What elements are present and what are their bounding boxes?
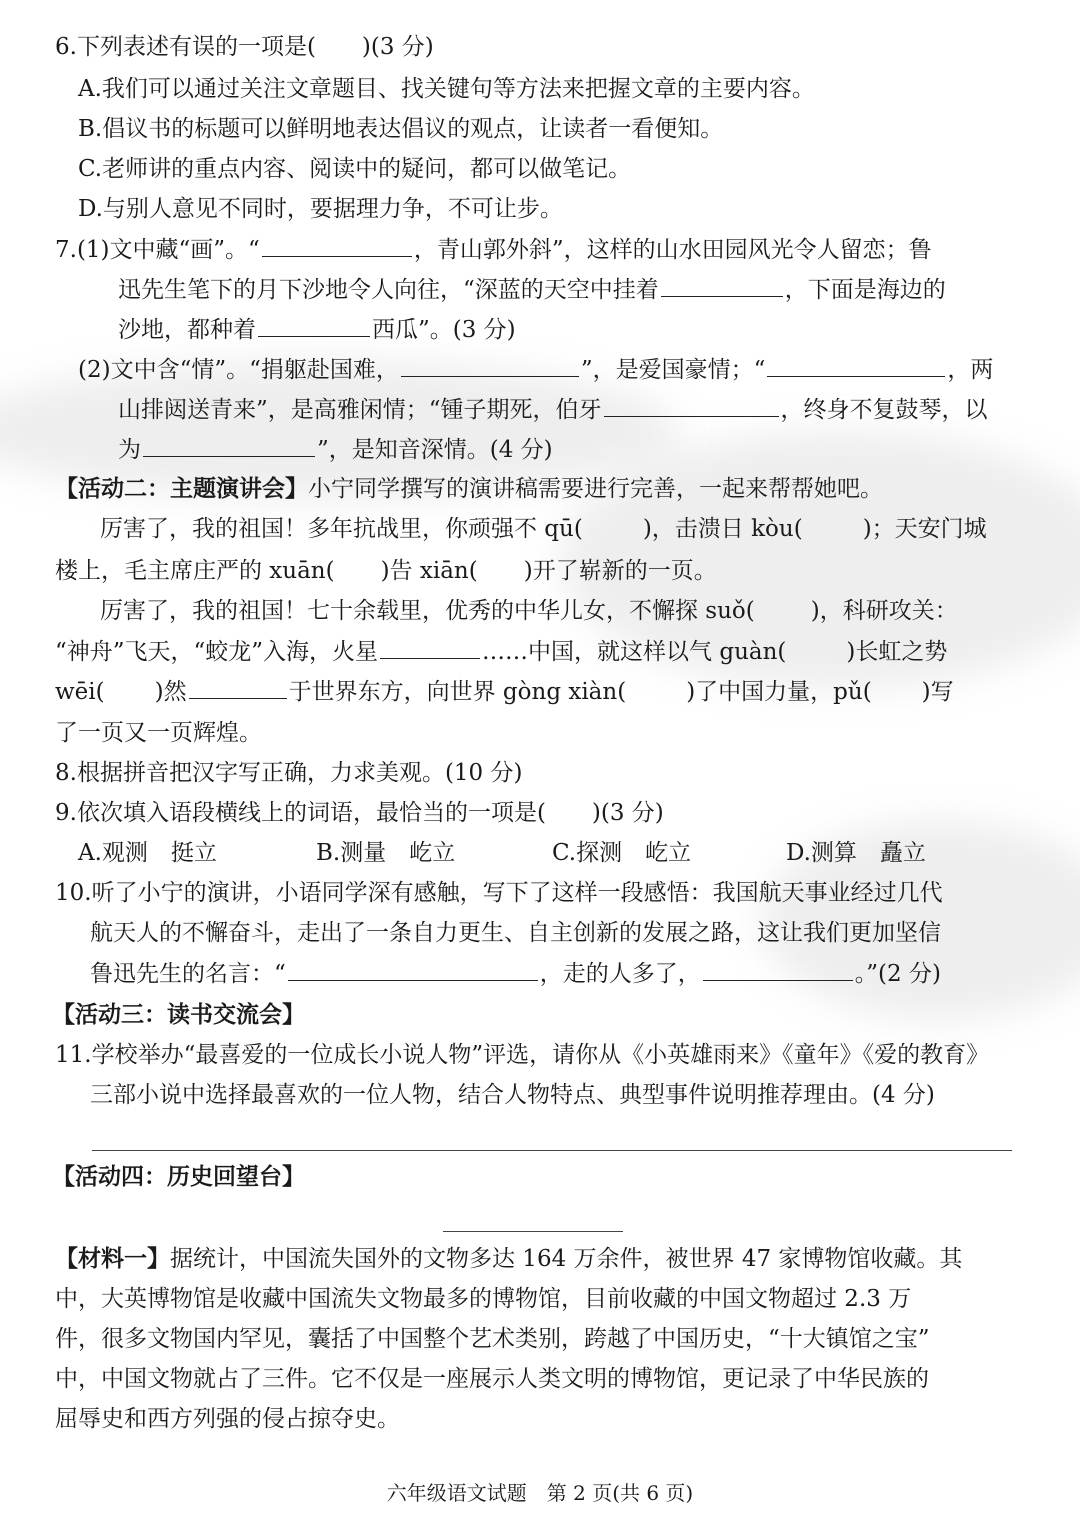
activity-3-title: 【活动三：读书交流会】 [52,1001,305,1028]
material-1-line-1: 【材料一】据统计，中国流失国外的文物多达 164 万余件，被世界 47 家博物馆收藏。其 [55,1245,963,1272]
question-8: 8.根据拼音把汉字写正确，力求美观。(10 分) [55,760,523,786]
speech-para-2-line-3: wēi( )然 于世界东方，向世界 gòng xiàn( )了中国力量，pǔ( )写 [55,676,1012,707]
question-7-2-line-2: 山排闼送青来”，是高雅闲情；“锺子期死，伯牙 ，终身不复鼓琴，以 [118,394,1012,425]
answer-blank[interactable] [703,958,853,981]
question-9-option-c: C.探测 屹立 [552,840,692,866]
question-6-stem: 6.下列表述有误的一项是( )(3 分) [55,34,434,60]
speech-para-2-line-2: “神舟”飞天，“蛟龙”入海，火星 ……中国，就这样以气 guàn( )长虹之势 [55,636,1012,667]
activity-2-intro: 小宁同学撰写的演讲稿需要进行完善，一起来帮帮她吧。 [308,476,883,502]
question-9-option-b: B.测量 屹立 [316,840,456,866]
answer-blank[interactable] [401,354,579,377]
question-10-line-2: 航天人的不懈奋斗，走出了一条自力更生、自主创新的发展之路，这让我们更加坚信 [90,920,941,946]
question-11-line-1: 11.学校举办“最喜爱的一位成长小说人物”评选，请你从《小英雄雨来》《童年》《爱的教育》 [55,1042,990,1068]
answer-blank[interactable] [604,394,779,417]
question-7-1-line-3: 沙地，都种着 西瓜”。(3 分) [118,314,1012,345]
material-1-line-2: 中，大英博物馆是收藏中国流失文物最多的博物馆，目前收藏的中国文物超过 2.3 万 [55,1286,912,1312]
question-7-1-line-1: 7.(1)文中藏“画”。“ ，青山郭外斜”，这样的山水田园风光令人留恋；鲁 [55,234,1012,265]
speech-para-1-line-1: 厉害了，我的祖国！多年抗战里，你顽强不 qū( )，击溃日 kòu( )；天安门城 [100,516,987,542]
answer-blank[interactable] [661,274,783,297]
answer-line[interactable] [92,1150,1012,1151]
answer-blank[interactable] [288,958,538,981]
activity-2-header [55,474,1012,504]
question-9-stem: 9.依次填入语段横线上的词语，最恰当的一项是( )(3 分) [55,800,664,826]
page-footer: 六年级语文试题 第 2 页(共 6 页) [386,1481,694,1505]
question-9-option-a: A.观测 挺立 [78,840,217,866]
activity-4-title: 【活动四：历史回望台】 [52,1163,305,1190]
question-10-line-1: 10.听了小宁的演讲，小语同学深有感触，写下了这样一段感悟：我国航天事业经过几代 [55,880,943,906]
material-1-line-3: 件，很多文物国内罕见，囊括了中国整个艺术类别，跨越了中国历史，“十大镇馆之宝” [55,1326,930,1352]
answer-blank[interactable] [143,434,315,457]
answer-blank[interactable] [189,676,287,699]
speech-para-1-line-2: 楼上，毛主席庄严的 xuān( )告 xiān( )开了崭新的一页。 [55,558,717,584]
question-9-option-d: D.测算 矗立 [786,840,926,866]
answer-blank[interactable] [262,234,412,257]
activity-2-title: 【活动二：主题演讲会】 [55,475,308,502]
question-6-option-a: A.我们可以通过关注文章题目、找关键句等方法来把握文章的主要内容。 [78,76,815,102]
question-10-line-3: 鲁迅先生的名言：“ ，走的人多了， 。”(2 分) [90,958,1012,989]
question-7-2-line-3: 为 ”，是知音深情。(4 分) [118,434,1012,465]
answer-line-short[interactable] [443,1231,623,1232]
question-11-line-2: 三部小说中选择最喜欢的一位人物，结合人物特点、典型事件说明推荐理由。(4 分) [90,1082,935,1108]
speech-para-2-line-1: 厉害了，我的祖国！七十余载里，优秀的中华儿女，不懈探 suǒ( )，科研攻关： [100,598,958,624]
question-7-1-line-2: 迅先生笔下的月下沙地令人向往，“深蓝的天空中挂着 ，下面是海边的 [118,274,1012,305]
material-1-line-4: 中，中国文物就占了三件。它不仅是一座展示人类文明的博物馆，更记录了中华民族的 [55,1366,929,1392]
question-6-option-d: D.与别人意见不同时，要据理力争，不可让步。 [78,196,563,222]
question-7-2-line-1: (2)文中含“情”。“捐躯赴国难， ”，是爱国豪情；“ ，两 [78,354,1012,385]
material-1-line-5: 屈辱史和西方列强的侵占掠夺史。 [55,1406,400,1432]
answer-blank[interactable] [767,354,945,377]
answer-blank[interactable] [380,636,480,659]
speech-para-2-line-4: 了一页又一页辉煌。 [55,720,262,746]
material-1-label: 【材料一】 [55,1245,170,1272]
question-6-option-c: C.老师讲的重点内容、阅读中的疑问，都可以做笔记。 [78,156,632,182]
question-6-option-b: B.倡议书的标题可以鲜明地表达倡议的观点，让读者一看便知。 [78,116,724,142]
answer-blank[interactable] [258,314,370,337]
